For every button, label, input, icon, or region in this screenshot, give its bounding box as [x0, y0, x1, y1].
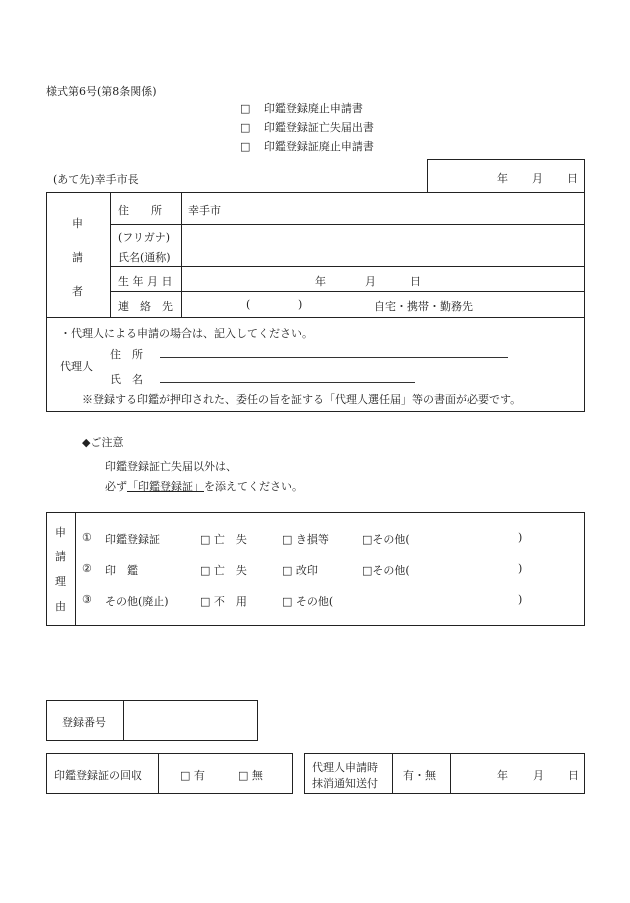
reason-label-3: 理 — [55, 575, 66, 588]
paren-open: ( — [246, 298, 251, 311]
registration-number-label: 登録番号 — [62, 716, 106, 729]
collection-option-yes[interactable]: □ 有 — [180, 769, 205, 782]
address-field[interactable]: 幸手市 — [188, 204, 221, 217]
reason-label-1: 申 — [55, 526, 66, 539]
reason-num: ② — [82, 562, 92, 575]
title-option-1[interactable] — [240, 100, 363, 116]
option-other[interactable]: □その他( — [362, 533, 410, 546]
reason-num: ③ — [82, 593, 92, 606]
option-damaged[interactable]: □ き損等 — [282, 533, 329, 546]
contact-types: 自宅・携帯・勤務先 — [374, 300, 473, 313]
birth-label: 生 年 月 日 — [118, 275, 173, 288]
name-label: 氏名(通称) — [118, 251, 171, 264]
applicant-label-3: 者 — [72, 285, 83, 298]
title-option-label: 印鑑登録証亡失届出書 — [263, 121, 374, 134]
date-month: 月 — [532, 172, 543, 185]
paren-close: ) — [518, 531, 523, 544]
collection-label: 印鑑登録証の回収 — [54, 769, 142, 782]
agent-address-field[interactable] — [160, 357, 508, 358]
reason-label-4: 由 — [55, 600, 66, 613]
divider — [110, 192, 111, 318]
checkbox[interactable]: □ — [240, 121, 251, 134]
paren-close: ) — [518, 593, 523, 606]
option-seal-change[interactable]: □ 改印 — [282, 564, 318, 577]
contact-label: 連 絡 先 — [118, 300, 173, 313]
divider — [450, 753, 451, 794]
reason-num: ① — [82, 531, 92, 544]
agent-address-label: 住 所 — [110, 348, 143, 361]
agent-notice-day: 日 — [568, 769, 579, 782]
divider — [75, 512, 76, 626]
reason-label-2: 請 — [55, 550, 66, 563]
option-other[interactable]: □ その他( — [282, 595, 334, 608]
agent-name-field[interactable] — [160, 382, 415, 383]
option-other[interactable]: □その他( — [362, 564, 410, 577]
caution-emphasis: 「印鑑登録証」 — [127, 480, 204, 493]
addressee: (あて先)幸手市長 — [53, 173, 139, 186]
contact-field[interactable] — [182, 292, 584, 317]
birth-day: 日 — [410, 275, 421, 288]
agent-remark: ※登録する印鑑が押印された、委任の旨を証する「代理人選任届」等の書面が必要です。 — [82, 393, 522, 406]
name-field[interactable] — [182, 225, 584, 265]
agent-label: 代理人 — [60, 360, 93, 373]
option-unneeded[interactable]: □ 不 用 — [200, 595, 247, 608]
caution-line-1: 印鑑登録証亡失届以外は、 — [105, 460, 237, 473]
title-option-3[interactable] — [240, 138, 374, 154]
applicant-label-1: 申 — [72, 217, 83, 230]
agent-notice-month: 月 — [533, 769, 544, 782]
paren-close: ) — [518, 562, 523, 575]
agent-notice-year: 年 — [497, 769, 508, 782]
option-lost[interactable]: □ 亡 失 — [200, 533, 247, 546]
divider — [392, 753, 393, 794]
collection-option-no[interactable]: □ 無 — [238, 769, 263, 782]
caution-line-2 — [105, 478, 303, 494]
applicant-label-2: 請 — [72, 251, 83, 264]
reason-item: 印 鑑 — [105, 564, 138, 577]
title-option-2[interactable] — [240, 119, 374, 135]
divider — [158, 753, 159, 794]
registration-number-field[interactable] — [124, 701, 257, 740]
birthdate-field[interactable] — [182, 267, 584, 290]
reason-item: その他(廃止) — [105, 595, 169, 608]
paren-close: ) — [298, 298, 303, 311]
form-number: 様式第6号(第8条関係) — [46, 85, 157, 98]
birth-year: 年 — [315, 275, 326, 288]
agent-name-label: 氏 名 — [110, 373, 143, 386]
date-year: 年 — [497, 172, 508, 185]
title-option-label: 印鑑登録廃止申請書 — [263, 102, 363, 115]
agent-notice-label-2: 抹消通知送付 — [312, 777, 378, 790]
checkbox[interactable]: □ — [240, 102, 251, 115]
caution-pre: 必ず — [105, 480, 127, 493]
furigana-label: (フリガナ) — [118, 231, 171, 244]
date-box[interactable] — [427, 159, 585, 193]
checkbox[interactable]: □ — [240, 140, 251, 153]
agent-notice-value[interactable]: 有・無 — [403, 769, 436, 782]
reason-item: 印鑑登録証 — [105, 533, 160, 546]
caution-post: を添えてください。 — [204, 480, 303, 493]
address-label: 住 所 — [118, 204, 162, 217]
option-lost[interactable]: □ 亡 失 — [200, 564, 247, 577]
title-option-label: 印鑑登録証廃止申請書 — [263, 140, 374, 153]
agent-notice-label-1: 代理人申請時 — [312, 761, 378, 774]
caution-title: ◆ご注意 — [82, 436, 124, 449]
agent-note: ・代理人による申請の場合は、記入してください。 — [60, 327, 313, 340]
birth-month: 月 — [365, 275, 376, 288]
date-day: 日 — [567, 172, 578, 185]
